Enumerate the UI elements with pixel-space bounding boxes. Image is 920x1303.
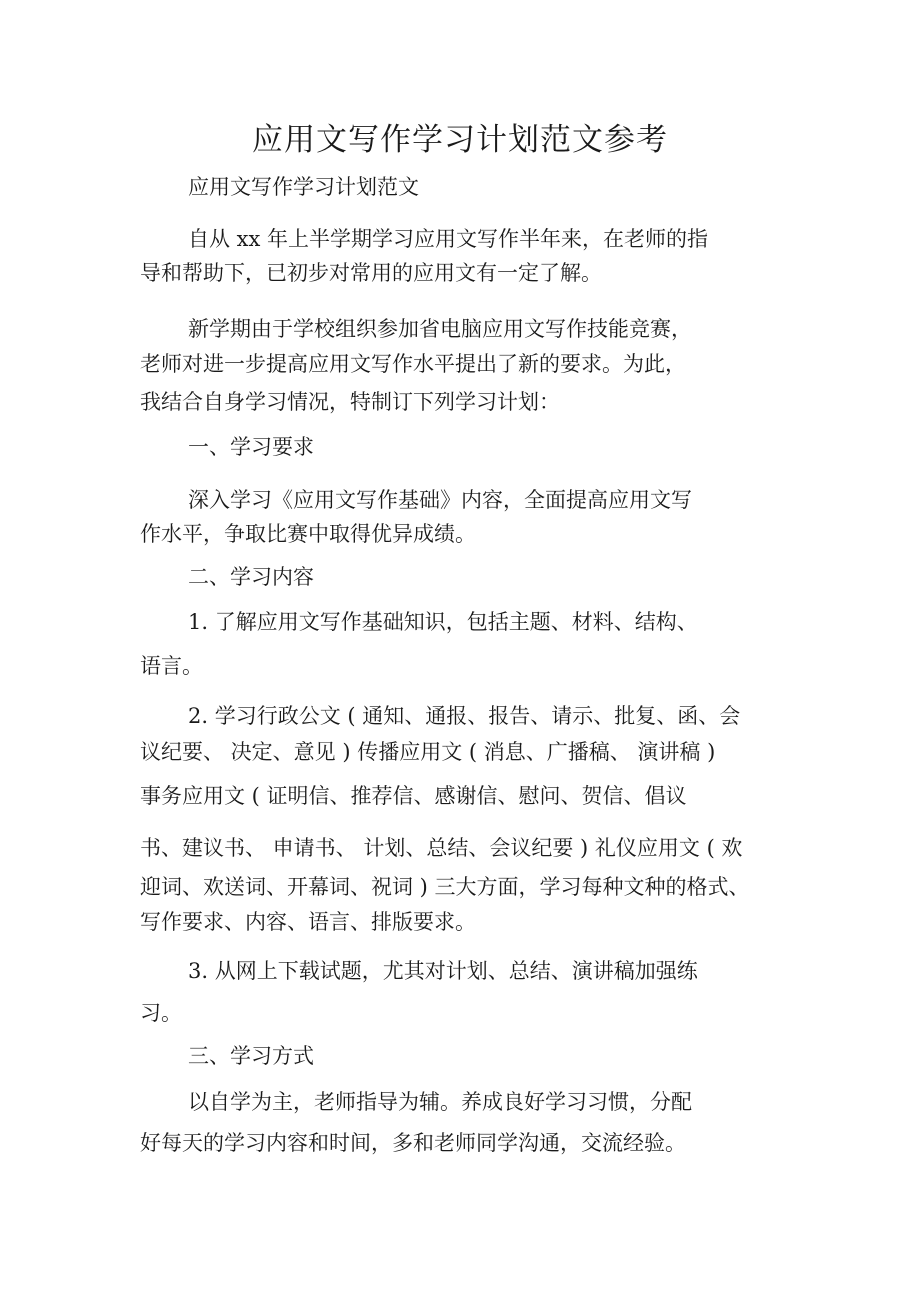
section2-item3-line-2: 习。 bbox=[140, 1001, 182, 1025]
section1-heading: 一、学习要求 bbox=[188, 435, 314, 459]
background-line-3: 我结合自身学习情况，特制订下列学习计划： bbox=[140, 390, 560, 414]
section2-item2-line-2: 议纪要、 决定、意见 ) 传播应用文 ( 消息、广播稿、 演讲稿 ) bbox=[140, 740, 716, 764]
document-subtitle: 应用文写作学习计划范文 bbox=[188, 175, 419, 199]
section2-item2-line-3: 事务应用文 ( 证明信、推荐信、感谢信、慰问、贺信、倡议 bbox=[140, 784, 687, 808]
section2-item3-line-1: 3. 从网上下载试题，尤其对计划、总结、演讲稿加强练 bbox=[188, 959, 698, 983]
section2-item2-line-5: 迎词、欢送词、开幕词、祝词 ) 三大方面，学习每种文种的格式、 bbox=[140, 875, 750, 899]
section3-line-2: 好每天的学习内容和时间，多和老师同学沟通，交流经验。 bbox=[140, 1131, 686, 1155]
section2-item1-line-1: 1. 了解应用文写作基础知识，包括主题、材料、结构、 bbox=[188, 610, 698, 634]
section2-item1-line-2: 语言。 bbox=[140, 654, 203, 678]
intro-line-1: 自从 xx 年上半学期学习应用文写作半年来，在老师的指 bbox=[188, 227, 709, 251]
document-title: 应用文写作学习计划范文参考 bbox=[252, 122, 668, 158]
background-line-2: 老师对进一步提高应用文写作水平提出了新的要求。为此， bbox=[140, 352, 686, 376]
section1-line-2: 作水平，争取比赛中取得优异成绩。 bbox=[140, 522, 476, 546]
section3-heading: 三、学习方式 bbox=[188, 1044, 314, 1068]
background-line-1: 新学期由于学校组织参加省电脑应用文写作技能竞赛， bbox=[188, 317, 692, 341]
section2-heading: 二、学习内容 bbox=[188, 565, 314, 589]
section2-item2-line-6: 写作要求、内容、语言、排版要求。 bbox=[140, 910, 476, 934]
section2-item2-line-4: 书、建议书、 申请书、 计划、总结、会议纪要 ) 礼仪应用文 ( 欢 bbox=[140, 836, 743, 860]
section1-line-1: 深入学习《应用文写作基础》内容，全面提高应用文写 bbox=[188, 488, 692, 512]
intro-line-2: 导和帮助下，已初步对常用的应用文有一定了解。 bbox=[140, 261, 602, 285]
section3-line-1: 以自学为主，老师指导为辅。养成良好学习习惯，分配 bbox=[188, 1090, 692, 1114]
section2-item2-line-1: 2. 学习行政公文 ( 通知、通报、报告、请示、批复、函、会 bbox=[188, 704, 741, 728]
